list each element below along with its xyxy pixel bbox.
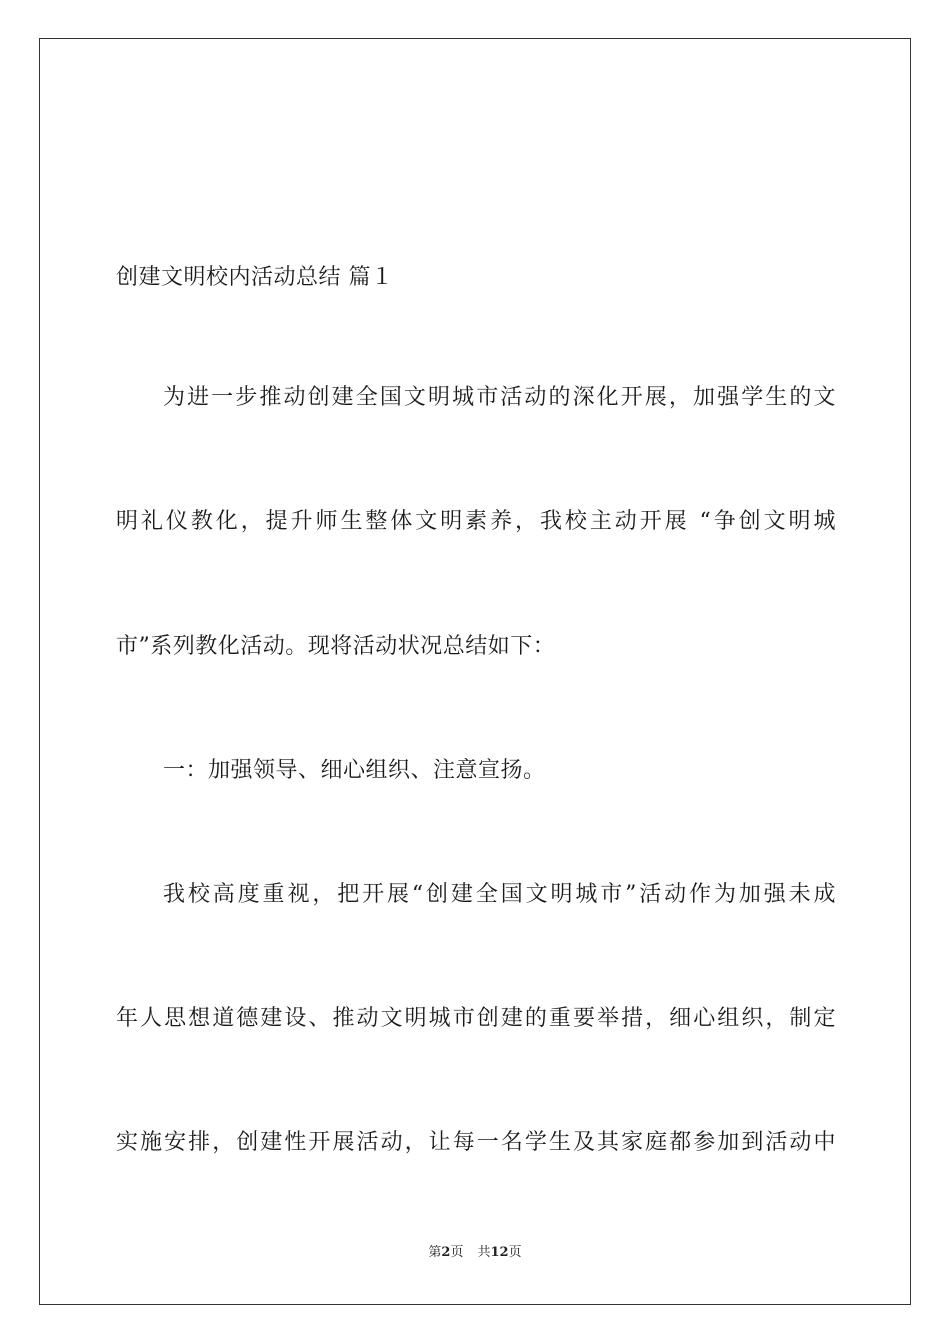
page-border [39, 38, 911, 1305]
document-title: 创建文明校内活动总结 篇１ [116, 265, 394, 290]
footer-total-prefix: 共 [477, 1245, 491, 1260]
paragraph-2-line-3: 实施安排，创建性开展活动，让每一名学生及其家庭都参加到活动中 [116, 1130, 836, 1155]
paragraph-1-line-1: 为进一步推动创建全国文明城市活动的深化开展，加强学生的文 [163, 385, 836, 410]
footer-page-prefix: 第 [428, 1245, 442, 1260]
footer-total-suffix: 页 [508, 1245, 522, 1260]
paragraph-1-line-2: 明礼仪教化，提升师生整体文明素养，我校主动开展 “争创文明城 [116, 509, 836, 534]
footer-total-pages: 12 [490, 1245, 509, 1260]
footer-page-suffix: 页 [450, 1245, 464, 1260]
paragraph-2-line-1: 我校高度重视，把开展“创建全国文明城市”活动作为加强未成 [163, 882, 836, 907]
page-footer [0, 1244, 950, 1262]
footer-page-number: 2 [441, 1245, 451, 1260]
paragraph-1-line-3: 市”系列教化活动。现将活动状况总结如下： [116, 634, 556, 659]
section-heading-1: 一：加强领导、细心组织、注意宣扬。 [163, 758, 546, 783]
paragraph-2-line-2: 年人思想道德建设、推动文明城市创建的重要举措，细心组织，制定 [116, 1006, 836, 1031]
